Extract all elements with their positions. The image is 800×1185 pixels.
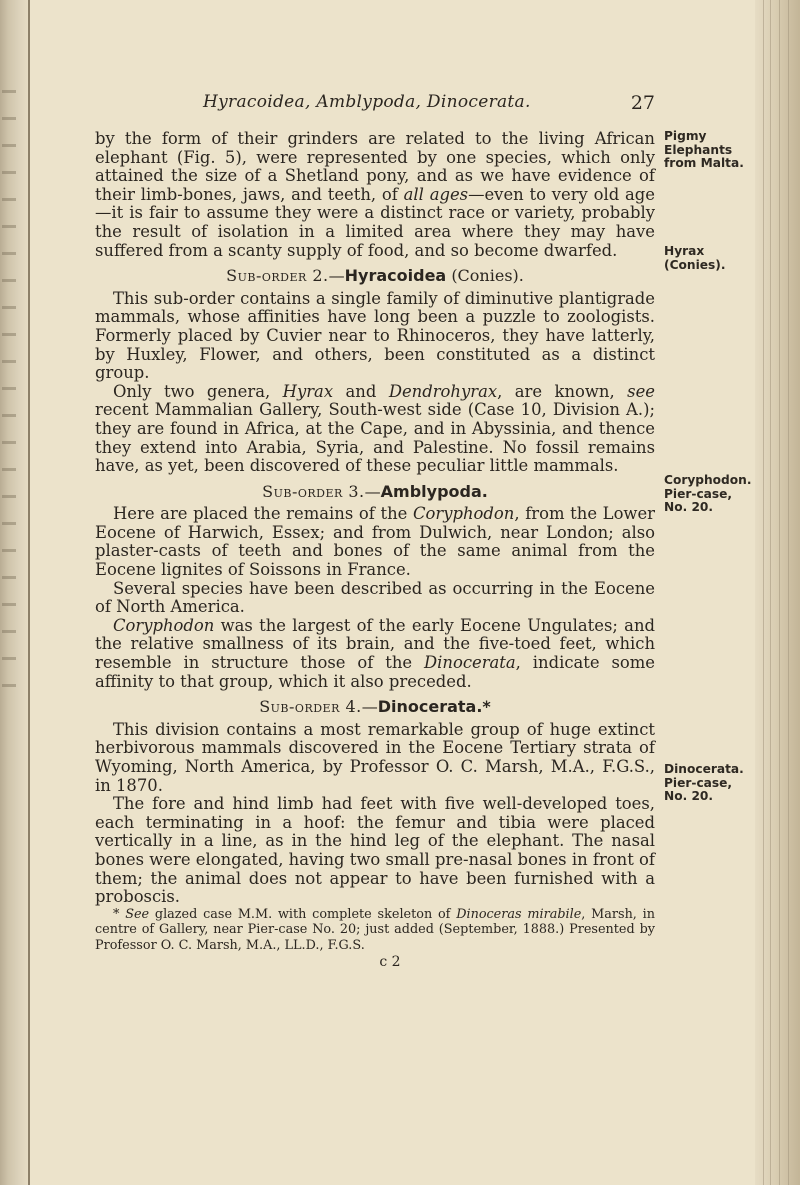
margin-note-dinocerata: Dinocerata. Pier-case, No. 20.: [664, 762, 744, 803]
running-title: Hyracoidea, Amblypoda, Dinocerata.: [203, 92, 531, 112]
margin-note-hyrax: Hyrax (Conies).: [664, 244, 726, 272]
page-number: 27: [630, 92, 655, 114]
heading-hyracoidea: Sub-order 2.—Hyracoidea (Conies).: [226, 266, 524, 286]
paragraph-coryphodon-remains: Here are placed the remains of the Coryphodon, from the Lower Eocene of Harwich, Essex; and from Dulwich, near London; also plaster-casts of teeth and bones of the same animal from the Eocene lignites of Soissons in France.: [95, 504, 655, 580]
paragraph-hyracoidea-intro: This sub-order contains a single family of diminutive plantigrade mammals, whose affinities have long been a puzzle to zoologists. Formerly placed by Cuvier near to Rhinoceros, they have latterly, by Huxley, Flower, and others, been constituted as a distinct group.: [95, 288, 655, 383]
heading-amblypoda: Sub-order 3.—Amblypoda.: [262, 481, 488, 501]
running-header: [95, 92, 655, 118]
paragraph-hyrax-genera: Only two genera, Hyrax and Dendrohyrax, are known, see recent Mammalian Gallery, South-west side (Case 10, Division A.); they are found in Africa, at the Cape, and in Abyssinia, and thence they extend into Arabia, Syria, and Palestine. No fossil remains have, as yet, been discovered of these peculiar little mammals.: [95, 381, 655, 476]
margin-note-coryphodon: Coryphodon. Pier-case, No. 20.: [664, 473, 752, 514]
book-binding-edge: [0, 0, 28, 1185]
paragraph-coryphodon-description: Coryphodon was the largest of the early Eocene Ungulates; and the relative smallness of its brain, and the five-toed feet, which resemble in structure those of the Dinocerata, indicate some affinity to that group, which it also preceded.: [95, 615, 655, 691]
footnote: * See glazed case M.M. with complete skeleton of Dinoceras mirabile, Marsh, in centre of Gallery, near Pier-case No. 20; just added (September, 1888.) Presented by Professor O. C. Marsh, M.A., LL.D., F.G.S.: [95, 906, 656, 953]
paragraph-dinocerata-intro: This division contains a most remarkable group of huge extinct herbivorous mammals discovered in the Eocene Tertiary strata of Wyoming, North America, by Professor O. C. Marsh, M.A., F.G.S., in 1870.: [95, 719, 655, 795]
signature-mark: c 2: [379, 954, 401, 971]
binding-gutter-line: [28, 0, 30, 1185]
margin-note-pigmy-elephants: Pigmy Elephants from Malta.: [664, 129, 744, 170]
paragraph-species-north-america: Several species have been described as occurring in the Eocene of North America.: [95, 578, 655, 617]
page-fore-edge: [755, 0, 800, 1185]
heading-dinocerata: Sub-order 4.—Dinocerata.*: [259, 697, 491, 717]
paragraph-pigmy-elephants: by the form of their grinders are related to the living African elephant (Fig. 5), were represented by one species, which only attained the size of a Shetland pony, and as we have evidence of their limb-bones, jaws, and teeth, of all ages—even to very old age—it is fair to assume they were a distinct race or variety, probably the result of isolation in a limited area where they may have suffered from a scanty supply of food, and so become dwarfed.: [95, 129, 655, 260]
paragraph-dinocerata-limbs: The fore and hind limb had feet with five well-developed toes, each terminating in a hoof: the femur and tibia were placed vertically in a line, as in the hind leg of the elephant. The nasal bones were elongated, having two small pre-nasal bones in front of them; the animal does not appear to have been furnished with a proboscis.: [95, 794, 655, 907]
body-text: [95, 130, 655, 972]
